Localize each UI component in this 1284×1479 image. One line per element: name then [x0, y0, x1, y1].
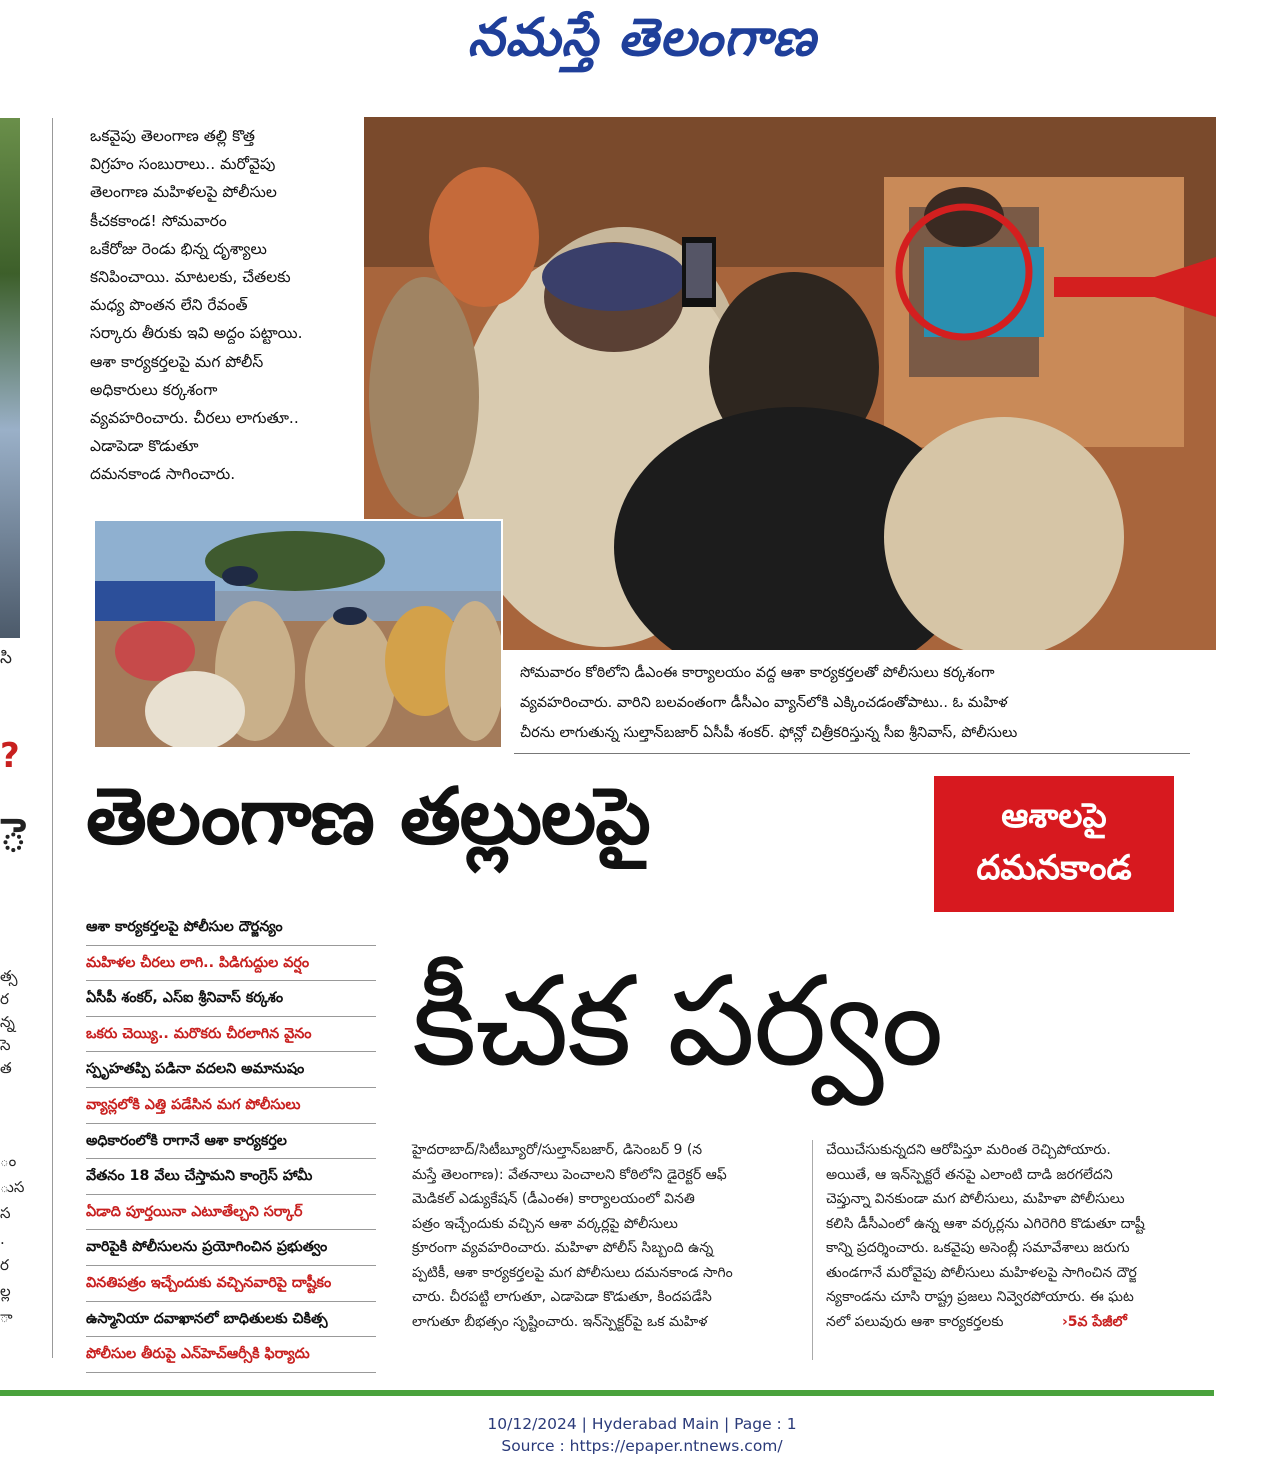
intro-line: విగ్రహం సంబురాలు.. మరోవైపు	[90, 155, 276, 174]
intro-line: ఒకేరోజు రెండు భిన్న దృశ్యాలు	[90, 239, 267, 258]
article-body-column-2	[826, 1138, 1196, 1334]
highlight-point: ఉస్మానియా దవాఖానలో బాధితులకు చికిత్స	[86, 1302, 376, 1338]
continued-link[interactable]: ›5వ పేజీలో	[1061, 1313, 1127, 1330]
body-line-text: నలో పలువురు ఆశా కార్యకర్తలకు	[826, 1313, 1004, 1330]
highlight-point: వ్యాన్లలోకి ఎత్తి పడేసిన మగ పోలీసులు	[86, 1088, 376, 1124]
intro-line: దమనకాండ సాగించారు.	[90, 465, 236, 484]
body-column-rule	[812, 1140, 813, 1360]
caption-line: వ్యవహరించారు. వారిని బలవంతంగా డీసీఎం వ్యాన్‌లోకి ఎక్కించడంతోపాటు.. ఓ మహిళ	[520, 695, 1008, 711]
photo-caption	[520, 658, 1192, 748]
body-line: మస్తే తెలంగాణ): వేతనాలు పెంచాలని కోఠిలోని డైరెక్టర్ ఆఫ్	[412, 1166, 727, 1183]
intro-line: తెలంగాణ మహిళలపై పోలీసుల	[90, 183, 277, 202]
caption-rule	[514, 753, 1190, 754]
intro-line: ఒకవైపు తెలంగాణ తల్లి కొత్త	[90, 127, 255, 145]
body-line: చారు. చీరపట్టి లాగుతూ, ఎడాపెడా కొడుతూ, కిందపడేసి	[412, 1289, 712, 1305]
body-line: క్రూరంగా వ్యవహరించారు. మహిళా పోలీస్ సిబ్బంది ఉన్న	[412, 1240, 714, 1256]
intro-line: సర్కారు తీరుకు ఇవి అద్దం పట్టాయి.	[90, 324, 303, 343]
body-line-last	[826, 1310, 1196, 1335]
headline-line-2: కీచక పర్వం	[412, 950, 942, 1094]
footer	[0, 1413, 1284, 1457]
intro-line: ఎడాపెడా కొడుతూ	[90, 437, 199, 456]
body-line: హైదరాబాద్/సిటీబ్యూరో/సుల్తాన్‌బజార్, డిసెంబర్ 9 (న	[412, 1142, 703, 1158]
left-fragment-large: ె	[0, 808, 27, 862]
highlight-point: వేతనం 18 వేలు చేస్తామని కాంగ్రెస్ హామీ	[86, 1159, 376, 1195]
highlight-point: ఒకరు చెయ్యి.. మరొకరు చీరలాగిన వైనం	[86, 1017, 376, 1053]
inset-photo-illustration	[95, 521, 501, 747]
intro-text	[90, 122, 352, 489]
body-line: న్యకాండను చూసి రాష్ట్ర ప్రజలు నివ్వెరపోయారు. ఈ ఘట	[826, 1289, 1134, 1305]
left-fragment-question: ?	[0, 736, 20, 776]
body-line: కలిసి డీసీఎంలో ఉన్న ఆశా వర్కర్లను ఎగిరెగిరి కొడుతూ దాష్టీ	[826, 1215, 1145, 1232]
article-body-column-1	[412, 1138, 802, 1334]
highlight-point: అధికారంలోకి రాగానే ఆశా కార్యకర్తల	[86, 1124, 376, 1160]
body-line: తుండగానే మరోవైపు పోలీసులు మహిళలపై సాగించిన దౌర్జ	[826, 1264, 1137, 1281]
body-line: ప్పటికీ, ఆశా కార్యకర్తలపై మగ పోలీసులు దమనకాండ సాగిం	[412, 1264, 733, 1281]
kicker-line-1: ఆశాలపై	[1001, 796, 1107, 836]
left-edge-photo	[0, 118, 20, 638]
masthead-logo: నమస్తే తెలంగాణ	[467, 8, 817, 68]
intro-line: కీచకకాండ! సోమవారం	[90, 211, 227, 230]
footer-date-edition: 10/12/2024 | Hyderabad Main | Page : 1	[487, 1415, 797, 1433]
highlight-point: స్పృహతప్పి పడినా వదలని అమానుషం	[86, 1052, 376, 1088]
masthead	[0, 0, 1284, 92]
highlight-point: మహిళల చీరలు లాగి.. పిడిగుద్దుల వర్షం	[86, 946, 376, 982]
left-fragment: సి	[0, 648, 12, 668]
intro-line: ఆశా కార్యకర్తలపై మగ పోలీస్	[90, 352, 264, 371]
caption-line: సోమవారం కోఠిలోని డీఎంఈ కార్యాలయం వద్ద ఆశా కార్యకర్తలతో పోలీసులు కర్కశంగా	[520, 665, 995, 681]
caption-line: చీరను లాగుతున్న సుల్తాన్‌బజార్ ఏసీపీ శంకర్. ఫోన్లో చిత్రీకరిస్తున్న సీఐ శ్రీనివాస్, పోలీసులు	[520, 725, 1018, 741]
highlight-point: వారిపైకి పోలీసులను ప్రయోగించిన ప్రభుత్వం	[86, 1230, 376, 1266]
inset-news-photo	[93, 519, 503, 749]
footer-source-link[interactable]: Source : https://epaper.ntnews.com/	[501, 1437, 783, 1455]
highlight-point: ఆశా కార్యకర్తలపై పోలీసుల దౌర్జన్యం	[86, 910, 376, 946]
left-fragment-text: ం ుస స . ర ల్ల ా	[0, 1152, 25, 1326]
left-fragment-text: త్స ర న్న సె త	[0, 967, 18, 1077]
body-line: మెడికల్ ఎడ్యుకేషన్ (డీఎంఈ) కార్యాలయంలో వినతి	[412, 1191, 695, 1207]
intro-line: వ్యవహరించారు. చీరలు లాగుతూ..	[90, 409, 299, 428]
headline-line-1: తెలంగాణ తల్లులపై	[86, 772, 650, 862]
highlight-point: ఏసీపీ శంకర్, ఎస్ఐ శ్రీనివాస్ కర్కశం	[86, 981, 376, 1017]
body-line: పత్రం ఇచ్చేందుకు వచ్చిన ఆశా వర్కర్లపై పోలీసులు	[412, 1215, 678, 1232]
highlight-points	[86, 910, 376, 1373]
body-line: లాగుతూ బీభత్సం సృష్టించారు. ఇన్‌స్పెక్టర్‌పై ఒక మహిళ	[412, 1313, 708, 1330]
highlight-point: పోలీసుల తీరుపై ఎన్‌హెచ్‌ఆర్సీకి ఫిర్యాదు	[86, 1337, 376, 1373]
kicker-box	[934, 776, 1174, 912]
body-line: అయితే, ఆ ఇన్‌స్పెక్టరే తనపై ఎలాంటి దాడి జరగలేదని	[826, 1166, 1113, 1183]
column-rule	[52, 118, 53, 1358]
intro-line: మధ్య పొంతన లేని రేవంత్	[90, 296, 248, 315]
kicker-line-2: దమనకాండ	[976, 848, 1132, 888]
intro-line: అధికారులు కర్కశంగా	[90, 380, 218, 399]
body-line: కాన్ని ప్రదర్శించారు. ఒకవైపు అసెంబ్లీ సమావేశాలు జరుగు	[826, 1240, 1130, 1256]
intro-line: కనిపించాయి. మాటలకు, చేతలకు	[90, 268, 291, 287]
body-line: చెప్తున్నా వినకుండా మగ పోలీసులు, మహిళా పోలీసులు	[826, 1191, 1125, 1207]
footer-bar	[0, 1390, 1214, 1396]
highlight-point: వినతిపత్రం ఇచ్చేందుకు వచ్చినవారిపై దాష్టీకం	[86, 1266, 376, 1302]
highlight-point: ఏడాది పూర్తయినా ఎటూతేల్చని సర్కార్	[86, 1195, 376, 1231]
body-line: చేయిచేసుకున్నదని ఆరోపిస్తూ మరింత రెచ్చిపోయారు.	[826, 1142, 1111, 1158]
